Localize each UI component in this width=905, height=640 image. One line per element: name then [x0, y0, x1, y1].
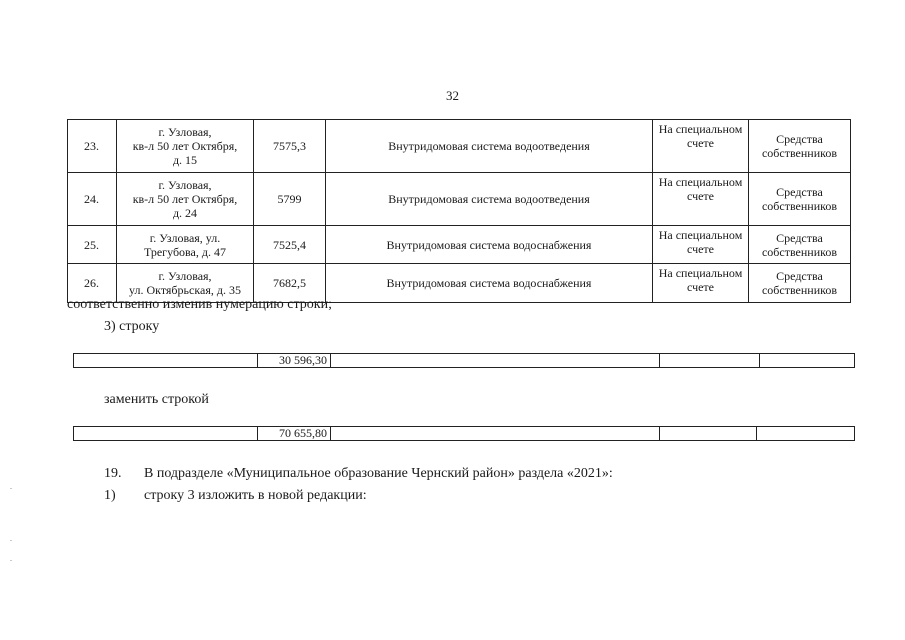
table-row	[74, 354, 855, 368]
account-cell	[653, 226, 749, 264]
row3-paragraph: 3) строку	[104, 319, 160, 334]
empty-cell	[660, 354, 760, 368]
system-cell: Внутридомовая система водоотведения	[326, 173, 653, 226]
address-line: кв-л 50 лет Октября,	[132, 192, 238, 206]
area-cell: 7525,4	[254, 226, 326, 264]
system-cell: Внутридомовая система водоснабжения	[326, 264, 653, 303]
funds-line: Средства	[776, 132, 823, 146]
table-row	[68, 226, 851, 264]
empty-cell	[660, 427, 757, 441]
address-line: г. Узловая, ул.	[149, 230, 221, 245]
address-line: д. 24	[172, 206, 198, 220]
address-line: Трегубова, д. 47	[143, 244, 226, 259]
area-cell: 7682,5	[254, 264, 326, 303]
scan-speck	[10, 488, 12, 489]
item-1-text: строку 3 изложить в новой редакции:	[144, 488, 367, 503]
account-line: На специальном	[658, 228, 743, 242]
item-19-number: 19.	[104, 466, 122, 481]
scan-speck	[10, 560, 12, 561]
table-row	[68, 120, 851, 173]
empty-cell	[757, 427, 855, 441]
address-cell	[117, 226, 254, 264]
funds-line: собственников	[761, 244, 838, 259]
funds-line: Средства	[776, 185, 823, 199]
old-value-cell: 30 596,30	[258, 354, 331, 368]
page-number: 32	[446, 88, 459, 103]
row-number: 23.	[68, 120, 117, 173]
address-line: кв-л 50 лет Октября,	[132, 139, 238, 153]
account-line: На специальном	[658, 266, 743, 280]
scan-speck	[10, 540, 12, 541]
address-cell	[117, 120, 254, 173]
replace-paragraph: заменить строкой	[104, 392, 209, 407]
renumber-paragraph: соответственно изменив нумерацию строки;	[67, 297, 332, 312]
account-cell	[653, 264, 749, 303]
funds-line: собственников	[761, 283, 838, 297]
funds-line: собственников	[761, 146, 838, 160]
funds-cell	[749, 264, 851, 303]
system-cell: Внутридомовая система водоснабжения	[326, 226, 653, 264]
account-line: счете	[686, 189, 715, 203]
funds-line: собственников	[761, 199, 838, 213]
address-line: г. Узловая,	[158, 125, 212, 139]
empty-cell	[331, 427, 660, 441]
account-cell	[653, 173, 749, 226]
account-cell	[653, 120, 749, 173]
table-row	[68, 173, 851, 226]
funds-cell	[749, 120, 851, 173]
item-1-number: 1)	[104, 488, 116, 503]
row-number: 24.	[68, 173, 117, 226]
table-row	[74, 427, 855, 441]
funds-line: Средства	[776, 230, 823, 245]
new-row-table	[73, 426, 855, 441]
empty-cell	[331, 354, 660, 368]
old-row-table	[73, 353, 855, 368]
area-cell: 7575,3	[254, 120, 326, 173]
funds-line: Средства	[776, 269, 823, 283]
address-line: ул. Октябрьская, д. 35	[129, 283, 241, 297]
row-number: 25.	[68, 226, 117, 264]
area-cell: 5799	[254, 173, 326, 226]
address-cell	[117, 173, 254, 226]
address-line: г. Узловая,	[158, 269, 212, 283]
account-line: счете	[686, 242, 715, 256]
funds-cell	[749, 226, 851, 264]
empty-cell	[74, 427, 258, 441]
new-value-cell: 70 655,80	[258, 427, 331, 441]
address-line: г. Узловая,	[158, 178, 212, 192]
row-number: 26.	[68, 264, 117, 303]
account-line: счете	[686, 280, 715, 294]
empty-cell	[760, 354, 855, 368]
address-line: д. 15	[172, 153, 198, 167]
account-line: На специальном	[658, 122, 743, 136]
repair-table	[67, 119, 851, 303]
empty-cell	[74, 354, 258, 368]
item-19-text: В подразделе «Муниципальное образование Чернский район» раздела «2021»:	[144, 466, 613, 481]
funds-cell	[749, 173, 851, 226]
system-cell: Внутридомовая система водоотведения	[326, 120, 653, 173]
account-line: На специальном	[658, 175, 743, 189]
account-line: счете	[686, 136, 715, 150]
